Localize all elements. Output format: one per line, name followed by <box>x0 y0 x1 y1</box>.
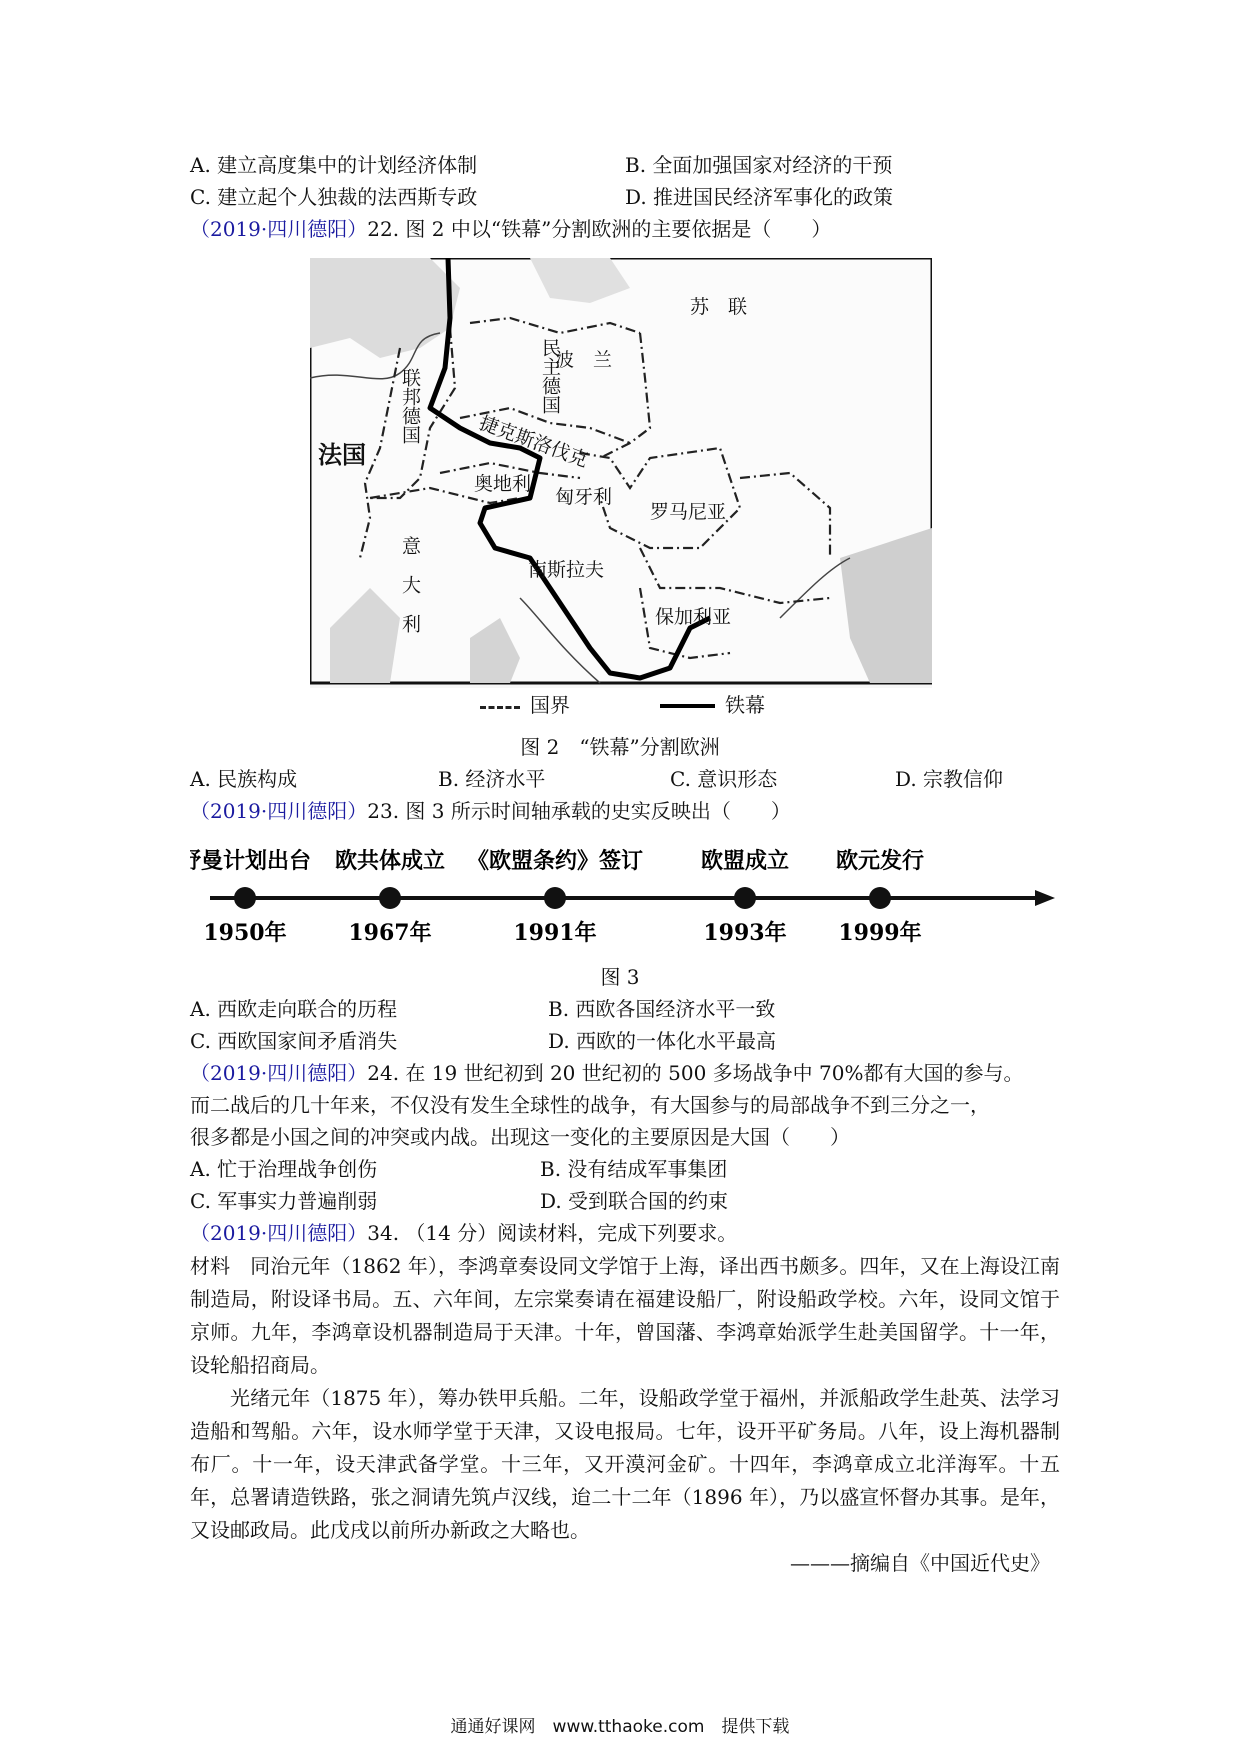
map-label-soviet: 苏 联 <box>690 296 748 318</box>
figure-3-caption: 图 3 <box>600 965 640 989</box>
q34-attribution: ———摘编自《中国近代史》 <box>790 1551 1050 1575</box>
timeline-node <box>234 887 256 909</box>
map-label-hungary: 匈牙利 <box>555 486 613 508</box>
eu-timeline <box>190 840 1060 955</box>
timeline-event-label: 欧共体成立 <box>334 848 446 874</box>
q24-question-line1: （2019·四川德阳）24. 在 19 世纪初到 20 世纪初的 500 多场战争中 70%都有大国的参与。 <box>190 1061 1024 1085</box>
q22-option-b: B. 经济水平 <box>438 767 546 791</box>
map-label-austria: 奥地利 <box>474 473 532 495</box>
q24-option-d: D. 受到联合国的约束 <box>540 1189 729 1213</box>
map-label-italy: 意大利 <box>399 536 421 653</box>
timeline-event-label: 欧盟成立 <box>700 848 790 874</box>
iron-curtain-map <box>310 258 932 688</box>
q22-option-a: A. 民族构成 <box>190 767 298 791</box>
timeline-year-label: 1991年 <box>513 920 597 946</box>
q21-option-b: B. 全面加强国家对经济的干预 <box>625 153 893 177</box>
map-label-east-germany: 民主德国 <box>539 338 561 414</box>
q23-option-b: B. 西欧各国经济水平一致 <box>548 997 776 1021</box>
q34-material-paragraph-2: 光绪元年（1875 年），筹办铁甲兵船。二年，设船政学堂于福州，并派船政学生赴英、法学习造船和驾船。六年，设水师学堂于天津，又设电报局。七年，设开平矿务局。八年，设上海机器制布厂。十一年，设天津武备学堂。十三年，又开漠河金矿。十四年，李鸿章成立北洋海军。十五年，总署请造铁路，张之洞请先筑卢汉线，迨二十二年（1896 年），乃以盛宣怀督办其事。是年，又设邮政局。此戊戌以前所办新政之大略也。 <box>190 1386 1060 1542</box>
timeline-event-label: 《欧盟条约》签订 <box>466 848 644 874</box>
timeline-node <box>869 887 891 909</box>
q24-option-c: C. 军事实力普遍削弱 <box>190 1189 378 1213</box>
q24-option-a: A. 忙于治理战争创伤 <box>190 1157 378 1181</box>
legend-border-swatch <box>480 706 520 709</box>
timeline-year-label: 1999年 <box>838 920 922 946</box>
q23-option-c: C. 西欧国家间矛盾消失 <box>190 1029 398 1053</box>
timeline-year-label: 1950年 <box>203 920 287 946</box>
timeline-year-label: 1993年 <box>703 920 787 946</box>
q23-option-d: D. 西欧的一体化水平最高 <box>548 1029 777 1053</box>
page-footer: 通通好课网 www.tthaoke.com 提供下载 <box>450 1717 790 1737</box>
q21-option-d: D. 推进国民经济军事化的政策 <box>625 185 894 209</box>
q34-question: （2019·四川德阳）34. （14 分）阅读材料，完成下列要求。 <box>190 1221 738 1245</box>
timeline-node <box>734 887 756 909</box>
map-label-bulgaria: 保加利亚 <box>655 606 732 628</box>
q23-option-a: A. 西欧走向联合的历程 <box>190 997 398 1021</box>
q24-option-b: B. 没有结成军事集团 <box>540 1157 728 1181</box>
legend-border-label: 国界 <box>530 693 570 717</box>
q23-question <box>190 796 791 826</box>
timeline-node <box>379 887 401 909</box>
q34-material-paragraph-1: 材料 同治元年（1862 年），李鸿章奏设同文学馆于上海，译出西书颇多。四年，又在上海设江南制造局，附设译书局。五、六年间，左宗棠奏请在福建设船厂，附设船政学校。六年，设同文馆于京师。九年，李鸿章设机器制造局于天津。十年，曾国藩、李鸿章始派学生赴美国留学。十一年，设轮船招商局。 <box>190 1254 1060 1377</box>
timeline-event-label: 舒曼计划出台 <box>190 848 312 874</box>
q23-source: （2019·四川德阳） <box>190 799 368 823</box>
q22-question <box>190 214 831 244</box>
q21-option-a: A. 建立高度集中的计划经济体制 <box>190 153 478 177</box>
map-label-poland: 波 兰 <box>555 349 613 371</box>
map-label-france: 法国 <box>318 440 366 469</box>
q22-option-c: C. 意识形态 <box>670 767 778 791</box>
map-label-west-germany: 联邦德国 <box>399 368 421 444</box>
map-label-romania: 罗马尼亚 <box>650 501 727 523</box>
timeline-node <box>544 887 566 909</box>
map-label-yugoslavia: 南斯拉夫 <box>528 559 605 581</box>
legend-iron-curtain-label: 铁幕 <box>725 693 765 717</box>
q22-text: 22. 图 2 中以“铁幕”分割欧洲的主要依据是（ ） <box>367 217 832 241</box>
q24-source: （2019·四川德阳） <box>190 1061 368 1085</box>
q34-source: （2019·四川德阳） <box>190 1221 368 1245</box>
q23-text: 23. 图 3 所示时间轴承载的史实反映出（ ） <box>367 799 791 823</box>
timeline-event-label: 欧元发行 <box>835 848 925 874</box>
timeline-year-label: 1967年 <box>348 920 432 946</box>
figure-2-caption: 图 2 “铁幕”分割欧洲 <box>520 735 720 759</box>
q21-option-c: C. 建立起个人独裁的法西斯专政 <box>190 185 478 209</box>
legend-iron-curtain-swatch <box>660 704 715 708</box>
q22-option-d: D. 宗教信仰 <box>895 767 1004 791</box>
q24-question-line3: 很多都是小国之间的冲突或内战。出现这一变化的主要原因是大国（ ） <box>190 1125 850 1149</box>
q22-source: （2019·四川德阳） <box>190 217 368 241</box>
q24-question-line2: 而二战后的几十年来，不仅没有发生全球性的战争，有大国参与的局部战争不到三分之一， <box>190 1093 990 1117</box>
map-label-czechoslovakia: 捷克斯洛伐克 <box>476 412 591 472</box>
